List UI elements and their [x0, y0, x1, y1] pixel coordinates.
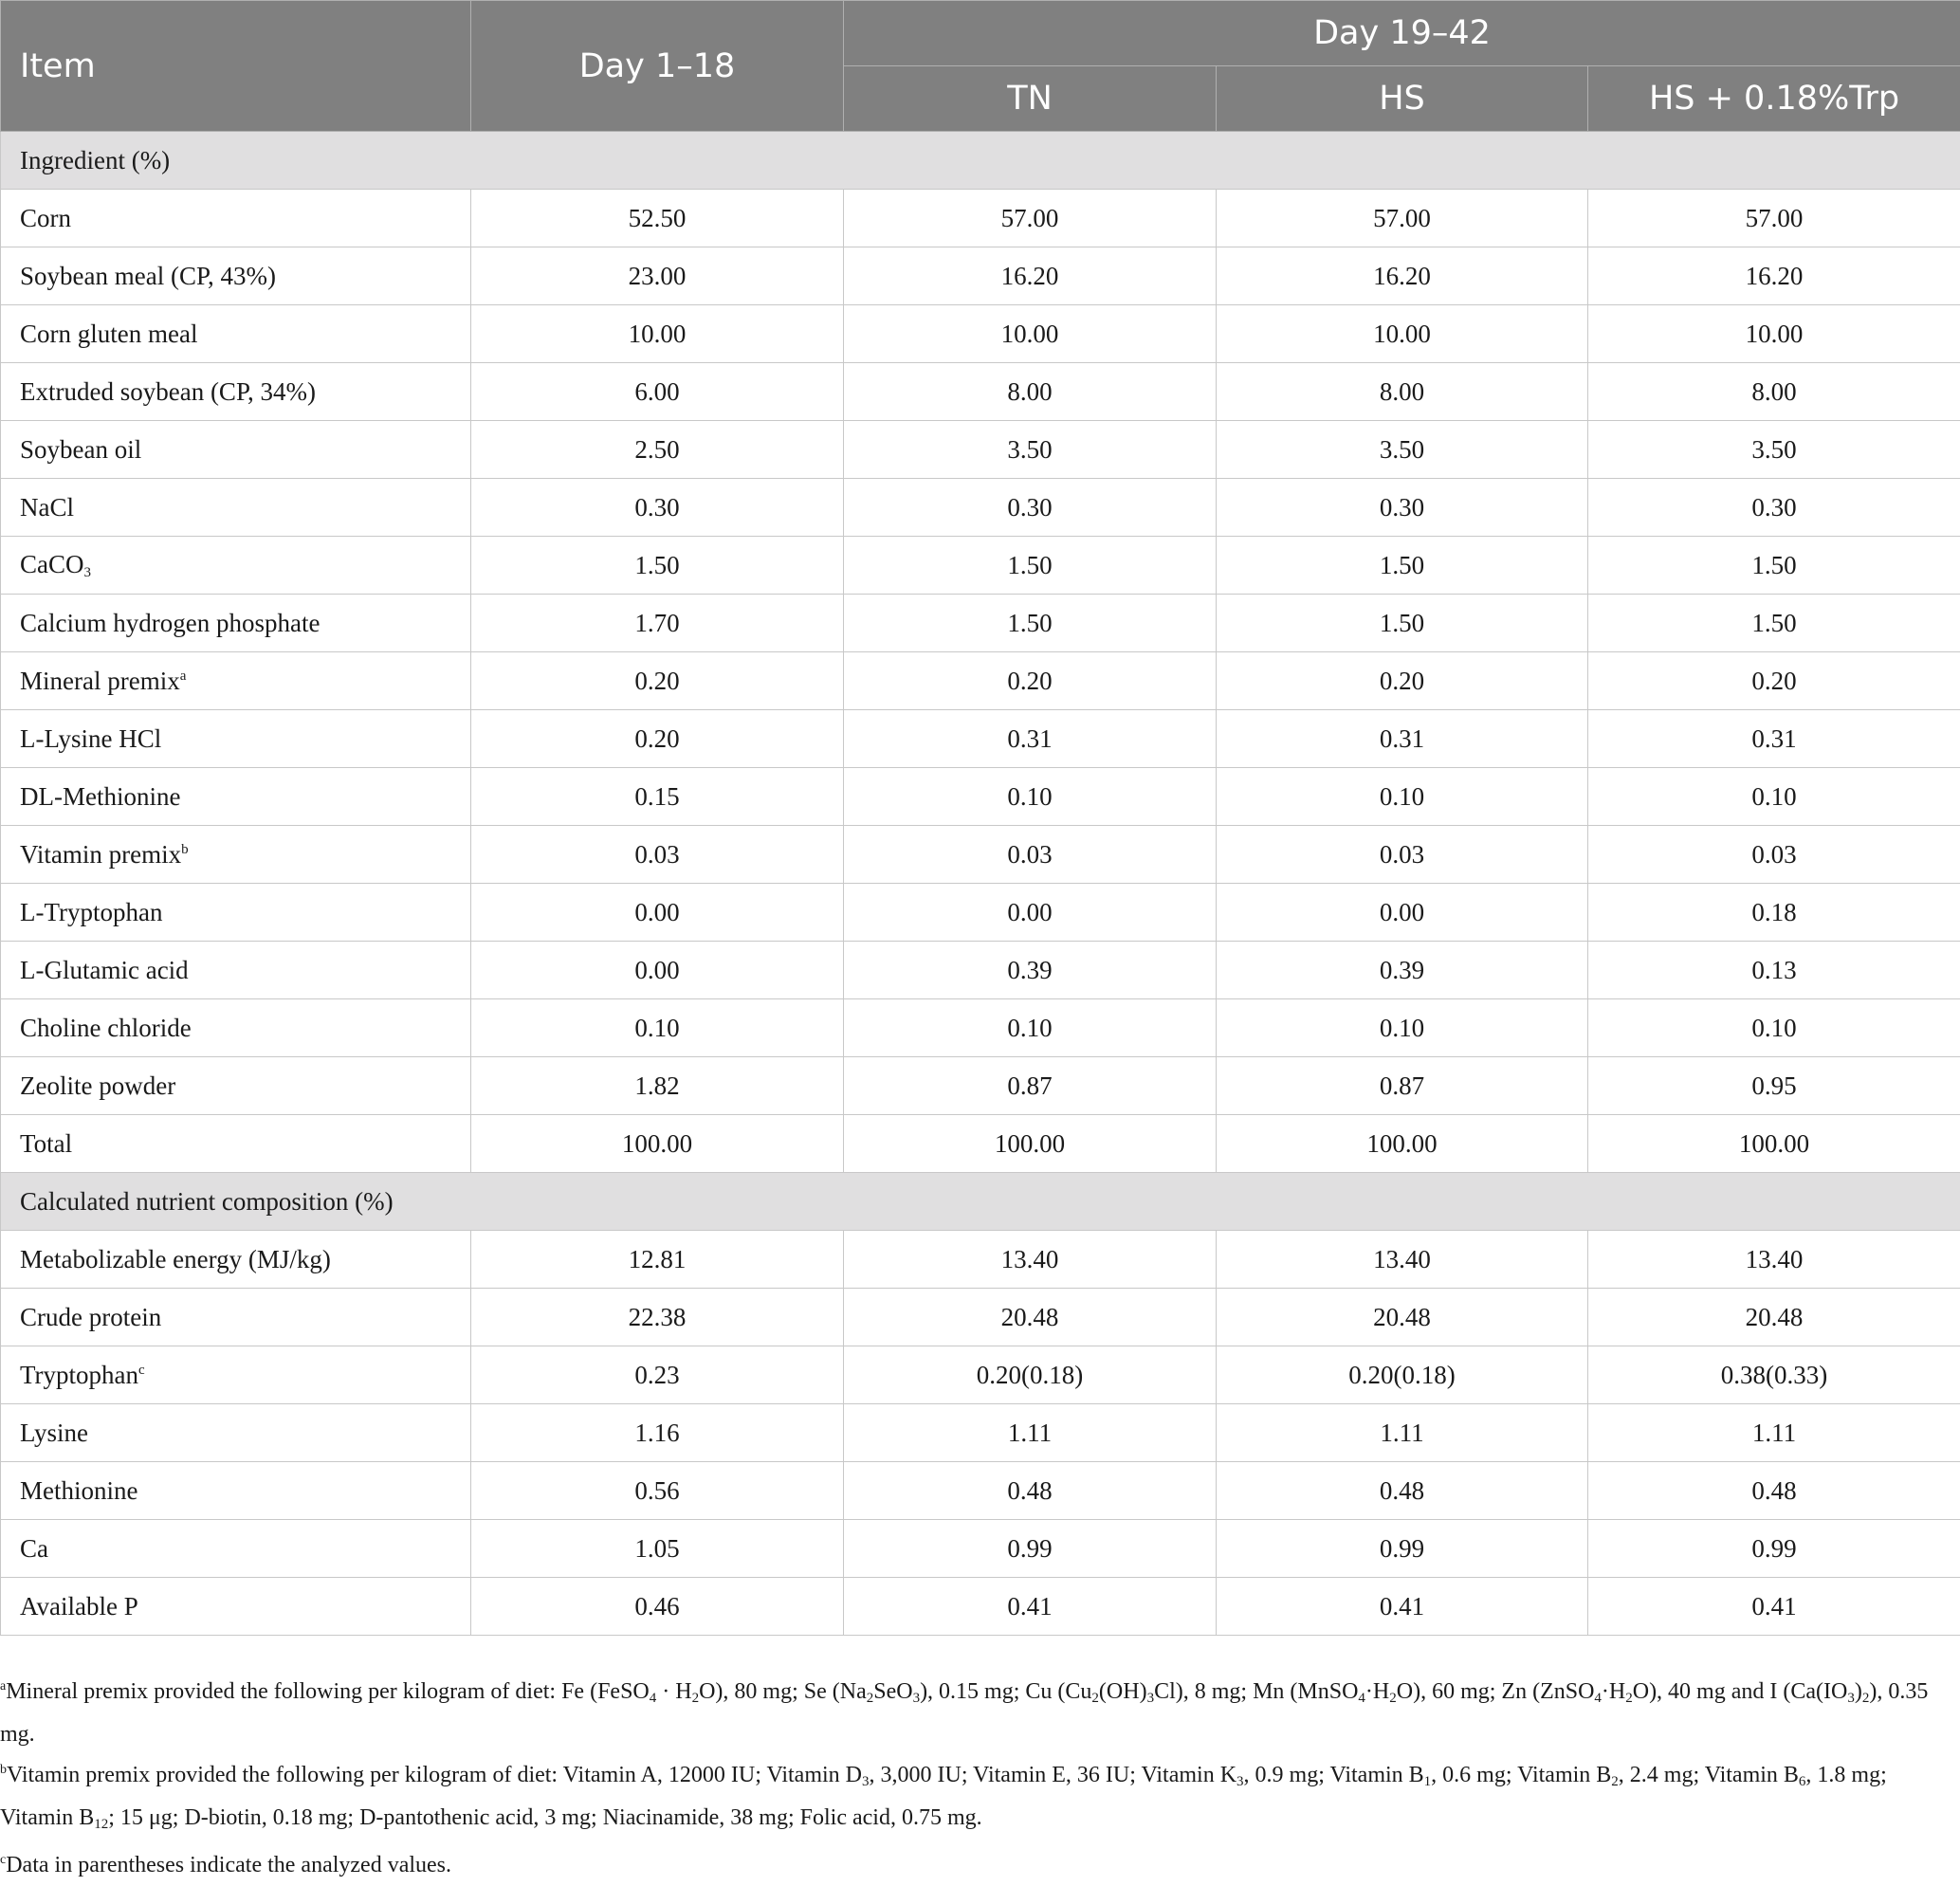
- table-cell: 0.20: [471, 710, 844, 768]
- table-cell: 1.16: [471, 1404, 844, 1462]
- table-row: [1, 1289, 1960, 1346]
- table-cell: 0.99: [1588, 1520, 1960, 1578]
- table-cell: 1.50: [1588, 537, 1960, 595]
- footnote-mark: a: [0, 1679, 7, 1694]
- row-label: [1, 884, 471, 942]
- row-label-text: Methionine: [20, 1475, 138, 1505]
- table-cell: 1.11: [1588, 1404, 1960, 1462]
- table-cell: 2.50: [471, 421, 844, 479]
- row-label-text: Mineral premix: [20, 666, 180, 695]
- table-cell: 0.95: [1588, 1057, 1960, 1115]
- row-label-text: Soybean oil: [20, 434, 142, 464]
- table-cell: 10.00: [844, 305, 1217, 363]
- table-cell: 0.03: [844, 826, 1217, 884]
- row-label-text: L-Glutamic acid: [20, 955, 189, 984]
- table-row: [1, 1115, 1960, 1173]
- row-label-text: Available P: [20, 1591, 138, 1620]
- table-cell: 0.20: [1217, 652, 1588, 710]
- table-cell: 1.11: [844, 1404, 1217, 1462]
- table-cell: 0.13: [1588, 942, 1960, 999]
- table-cell: 12.81: [471, 1231, 844, 1289]
- table-cell: 8.00: [844, 363, 1217, 421]
- table-cell: 1.50: [471, 537, 844, 595]
- table-cell: 0.41: [1588, 1578, 1960, 1636]
- table-cell: 3.50: [1588, 421, 1960, 479]
- table-cell: 57.00: [1217, 190, 1588, 247]
- table-row: [1, 999, 1960, 1057]
- table-cell: 0.20: [471, 652, 844, 710]
- table-cell: 0.20: [844, 652, 1217, 710]
- header-group-hs-trp: HS + 0.18%Trp: [1588, 66, 1960, 132]
- table-cell: 0.31: [1588, 710, 1960, 768]
- table-cell: 1.11: [1217, 1404, 1588, 1462]
- table-cell: 1.50: [1588, 595, 1960, 652]
- table-cell: 3.50: [844, 421, 1217, 479]
- table-row: [1, 305, 1960, 363]
- table-row: [1, 1404, 1960, 1462]
- row-label-subscript: 3: [83, 564, 91, 580]
- table-row: [1, 826, 1960, 884]
- footnote-text: Mineral premix provided the following per kilogram of diet: Fe (FeSO$_4$ · $H_2O$), 80 mg; Se $(Na_2SeO_3)$, 0.15 mg; Cu $(Cu_2(OH)_3Cl)$, 8 mg; Mn $(MnSO_4\cdot H_2O)$, 60 mg; Zn $(ZnSO_4\cdot H_2O)$, 40 mg and I $(Ca(IO_3)_2)$, 0.35 mg.: [0, 1679, 1929, 1747]
- table-row: [1, 1462, 1960, 1520]
- table-cell: 0.18: [1588, 884, 1960, 942]
- table-cell: 0.30: [1588, 479, 1960, 537]
- table-cell: 8.00: [1588, 363, 1960, 421]
- row-label: [1, 1231, 471, 1289]
- table-row: [1, 190, 1960, 247]
- table-cell: 0.10: [471, 999, 844, 1057]
- row-label-text: Ca: [20, 1533, 48, 1563]
- table-cell: 10.00: [1217, 305, 1588, 363]
- table-cell: 20.48: [1588, 1289, 1960, 1346]
- row-label-footnote-mark: c: [138, 1362, 145, 1378]
- footnote-b: [0, 1752, 1953, 1842]
- footnote-mark: c: [0, 1853, 7, 1867]
- table-row: [1, 595, 1960, 652]
- table-cell: 100.00: [1588, 1115, 1960, 1173]
- row-label-text: DL-Methionine: [20, 781, 181, 811]
- table-cell: 0.30: [1217, 479, 1588, 537]
- table-cell: 0.00: [471, 884, 844, 942]
- table-cell: 0.00: [844, 884, 1217, 942]
- row-label: [1, 1115, 471, 1173]
- row-label-text: L-Tryptophan: [20, 897, 163, 926]
- table-cell: 0.20(0.18): [1217, 1346, 1588, 1404]
- table-cell: 13.40: [844, 1231, 1217, 1289]
- row-label: [1, 1346, 471, 1404]
- table-cell: 0.99: [844, 1520, 1217, 1578]
- row-label: [1, 421, 471, 479]
- table-cell: 0.87: [844, 1057, 1217, 1115]
- table-cell: 22.38: [471, 1289, 844, 1346]
- row-label-text: Total: [20, 1128, 73, 1158]
- row-label-text: NaCl: [20, 492, 74, 522]
- header-group-tn: TN: [844, 66, 1217, 132]
- table-cell: 10.00: [471, 305, 844, 363]
- row-label: [1, 247, 471, 305]
- table-cell: 0.03: [471, 826, 844, 884]
- footnote-text: Data in parentheses indicate the analyzed values.: [6, 1853, 452, 1877]
- row-label: [1, 1520, 471, 1578]
- table-cell: 0.10: [1588, 999, 1960, 1057]
- table-cell: 0.20(0.18): [844, 1346, 1217, 1404]
- table-row: [1, 247, 1960, 305]
- table-row: [1, 1057, 1960, 1115]
- row-label-text: Lysine: [20, 1418, 88, 1447]
- header-day19-42: Day 19–42: [844, 1, 1960, 66]
- table-cell: 23.00: [471, 247, 844, 305]
- row-label: [1, 1404, 471, 1462]
- table-cell: 0.41: [844, 1578, 1217, 1636]
- table-cell: 0.38(0.33): [1588, 1346, 1960, 1404]
- table-cell: 0.00: [1217, 884, 1588, 942]
- row-label: [1, 768, 471, 826]
- row-label: [1, 826, 471, 884]
- table-cell: 0.31: [1217, 710, 1588, 768]
- row-label-text: Corn gluten meal: [20, 319, 198, 348]
- header-group-hs: HS: [1217, 66, 1588, 132]
- row-label-text: Zeolite powder: [20, 1071, 176, 1100]
- table-cell: 0.39: [844, 942, 1217, 999]
- table-cell: 0.48: [1588, 1462, 1960, 1520]
- table-cell: 0.10: [1588, 768, 1960, 826]
- table-row: [1, 884, 1960, 942]
- footnote-a: [0, 1669, 1953, 1752]
- footnotes: [0, 1669, 1953, 1883]
- footnote-mark: b: [0, 1763, 7, 1777]
- table-cell: 8.00: [1217, 363, 1588, 421]
- table-cell: 0.03: [1588, 826, 1960, 884]
- table-cell: 0.00: [471, 942, 844, 999]
- row-label-text: Vitamin premix: [20, 839, 182, 869]
- table-cell: 10.00: [1588, 305, 1960, 363]
- table-cell: 16.20: [844, 247, 1217, 305]
- table-cell: 0.99: [1217, 1520, 1588, 1578]
- row-label-text: Soybean meal (CP, 43%): [20, 261, 276, 290]
- table-body: [1, 132, 1960, 1636]
- table-cell: 0.48: [1217, 1462, 1588, 1520]
- row-label: [1, 595, 471, 652]
- row-label-footnote-mark: b: [181, 841, 189, 857]
- table-cell: 1.50: [844, 537, 1217, 595]
- table-cell: 100.00: [844, 1115, 1217, 1173]
- row-label: [1, 652, 471, 710]
- table-cell: 57.00: [1588, 190, 1960, 247]
- row-label: [1, 999, 471, 1057]
- row-label-text: Extruded soybean (CP, 34%): [20, 376, 316, 406]
- row-label: [1, 710, 471, 768]
- table-cell: 0.30: [844, 479, 1217, 537]
- row-label: [1, 479, 471, 537]
- table-row: [1, 537, 1960, 595]
- footnote-c: [0, 1842, 1953, 1883]
- table-cell: 13.40: [1217, 1231, 1588, 1289]
- row-label-text: Choline chloride: [20, 1013, 192, 1042]
- table-cell: 6.00: [471, 363, 844, 421]
- table-cell: 100.00: [1217, 1115, 1588, 1173]
- table-cell: 0.03: [1217, 826, 1588, 884]
- table-cell: 1.50: [1217, 537, 1588, 595]
- table-cell: 100.00: [471, 1115, 844, 1173]
- row-label: [1, 1057, 471, 1115]
- row-label: [1, 363, 471, 421]
- section-row: [1, 1173, 1960, 1231]
- row-label: [1, 305, 471, 363]
- table-cell: 3.50: [1217, 421, 1588, 479]
- section-title: Calculated nutrient composition (%): [1, 1173, 1960, 1231]
- table-cell: 0.10: [844, 768, 1217, 826]
- table-cell: 0.48: [844, 1462, 1217, 1520]
- table-row: [1, 1346, 1960, 1404]
- header-item: Item: [1, 1, 471, 132]
- table-cell: 0.10: [1217, 768, 1588, 826]
- table-row: [1, 421, 1960, 479]
- row-label-text: Corn: [20, 203, 71, 232]
- row-label-text: Calcium hydrogen phosphate: [20, 608, 321, 637]
- table-cell: 0.15: [471, 768, 844, 826]
- row-label-text: L-Lysine HCl: [20, 723, 162, 753]
- table-row: [1, 768, 1960, 826]
- table-cell: 16.20: [1217, 247, 1588, 305]
- table-cell: 1.82: [471, 1057, 844, 1115]
- section-title: Ingredient (%): [1, 132, 1960, 190]
- row-label-footnote-mark: a: [179, 668, 187, 684]
- table-cell: 1.50: [1217, 595, 1588, 652]
- section-row: [1, 132, 1960, 190]
- table-cell: 57.00: [844, 190, 1217, 247]
- row-label-text: CaCO: [20, 549, 84, 578]
- row-label: [1, 1289, 471, 1346]
- table-cell: 0.56: [471, 1462, 844, 1520]
- table-row: [1, 942, 1960, 999]
- row-label-text: Metabolizable energy (MJ/kg): [20, 1244, 331, 1273]
- table-cell: 0.23: [471, 1346, 844, 1404]
- header-day1-18: Day 1–18: [471, 1, 844, 132]
- table-row: [1, 479, 1960, 537]
- row-label-text: Crude protein: [20, 1302, 162, 1331]
- table-cell: 1.70: [471, 595, 844, 652]
- table-cell: 0.46: [471, 1578, 844, 1636]
- table-cell: 0.31: [844, 710, 1217, 768]
- table-row: [1, 363, 1960, 421]
- table-row: [1, 1578, 1960, 1636]
- table-row: [1, 710, 1960, 768]
- table-cell: 52.50: [471, 190, 844, 247]
- footnote-text: Vitamin premix provided the following per kilogram of diet: Vitamin A, 12000 IU; Vitamin $D_3$, 3,000 IU; Vitamin E, 36 IU; Vitamin $K_3$, 0.9 mg; Vitamin $B_1$, 0.6 mg; Vitamin $B_2$, 2.4 mg; Vitamin $B_6$, 1.8 mg; Vitamin $B_{12}$; 15 μg; D-biotin, 0.18 mg; D-pantothenic acid, 3 mg; Niacinamide, 38 mg; Folic acid, 0.75 mg.: [0, 1763, 1887, 1832]
- table-cell: 0.30: [471, 479, 844, 537]
- table-cell: 0.87: [1217, 1057, 1588, 1115]
- table-row: [1, 1520, 1960, 1578]
- table-row: [1, 652, 1960, 710]
- table-cell: 0.10: [1217, 999, 1588, 1057]
- table-cell: 20.48: [1217, 1289, 1588, 1346]
- table-cell: 16.20: [1588, 247, 1960, 305]
- table-cell: 0.39: [1217, 942, 1588, 999]
- table-cell: 0.10: [844, 999, 1217, 1057]
- row-label: [1, 537, 471, 595]
- row-label: [1, 1462, 471, 1520]
- table-cell: 1.05: [471, 1520, 844, 1578]
- row-label: [1, 1578, 471, 1636]
- table-row: [1, 1231, 1960, 1289]
- row-label: [1, 942, 471, 999]
- table-cell: 1.50: [844, 595, 1217, 652]
- row-label: [1, 190, 471, 247]
- row-label-text: Tryptophan: [20, 1360, 139, 1389]
- table-cell: 13.40: [1588, 1231, 1960, 1289]
- table-cell: 0.41: [1217, 1578, 1588, 1636]
- table-cell: 20.48: [844, 1289, 1217, 1346]
- table-cell: 0.20: [1588, 652, 1960, 710]
